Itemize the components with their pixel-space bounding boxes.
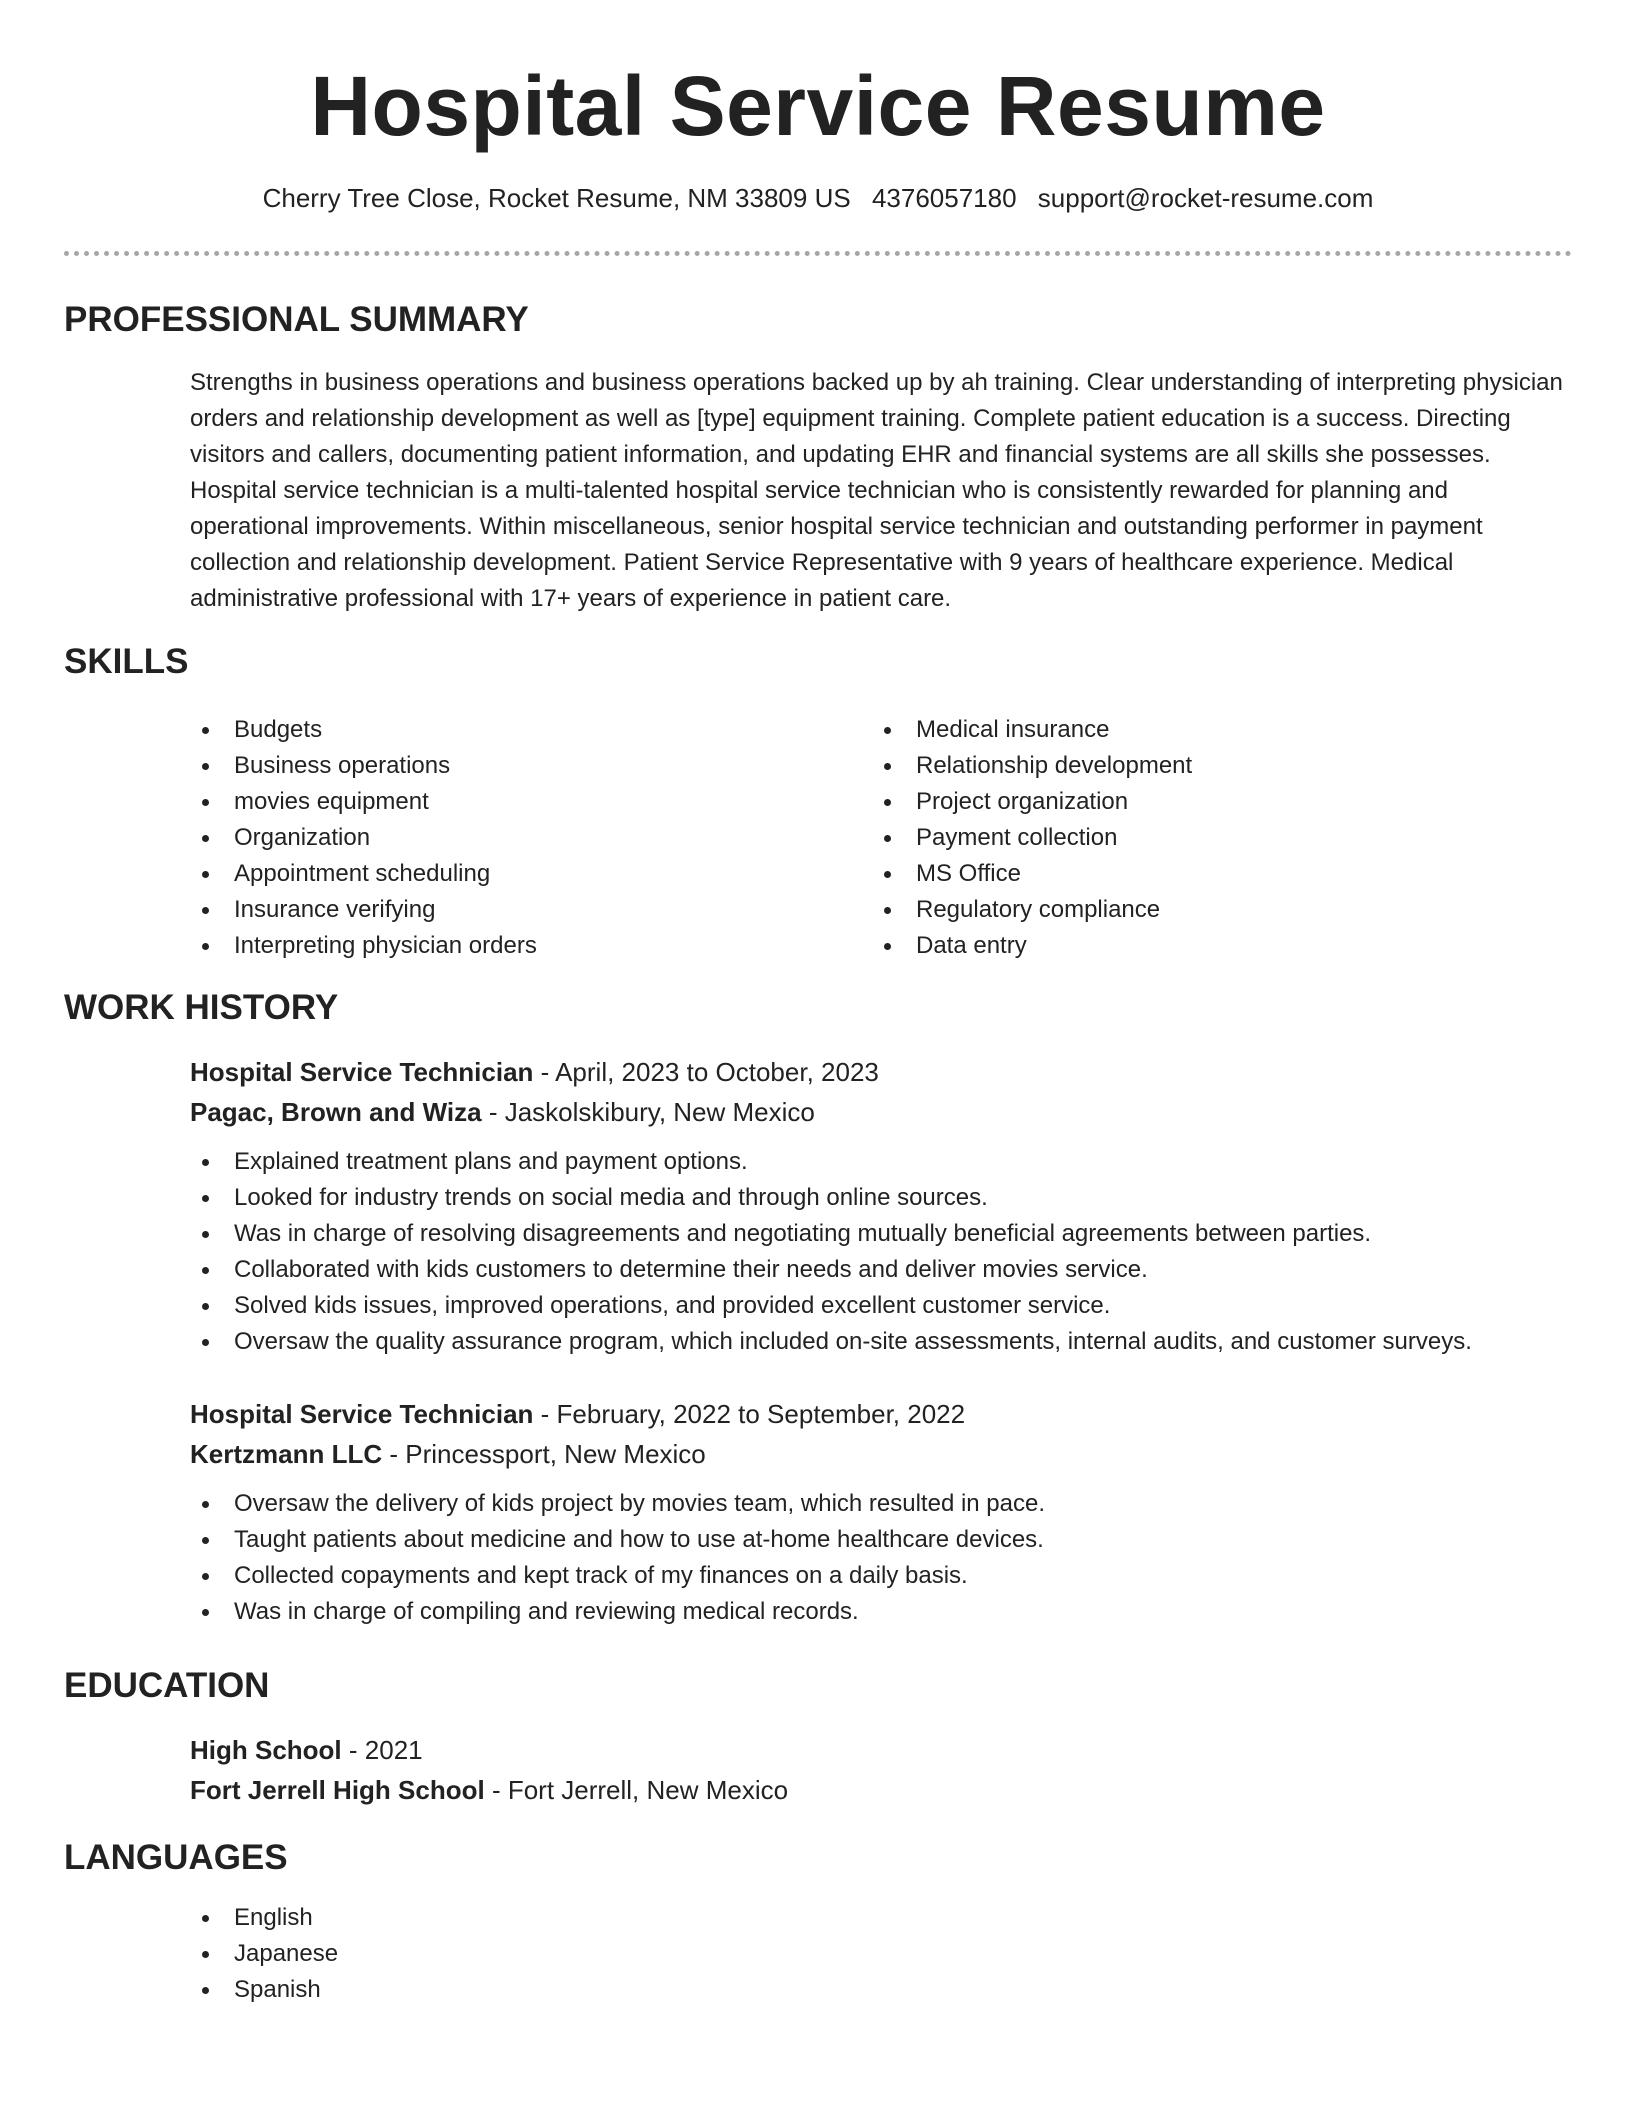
job-location: - Princessport, New Mexico	[382, 1439, 706, 1469]
job-duties	[190, 1486, 1572, 1630]
job-title: Hospital Service Technician	[190, 1057, 534, 1087]
job-entry	[190, 1052, 1572, 1360]
job-duty: Oversaw the quality assurance program, which included on-site assessments, internal audits, and customer surveys.	[190, 1324, 1572, 1360]
education-school: Fort Jerrell High School	[190, 1775, 485, 1805]
job-duty: Collaborated with kids customers to determine their needs and deliver movies service.	[190, 1252, 1572, 1288]
education-degree-line	[190, 1730, 1572, 1770]
skill-item: movies equipment	[190, 784, 872, 820]
job-duty: Oversaw the delivery of kids project by movies team, which resulted in pace.	[190, 1486, 1572, 1522]
job-dates: - February, 2022 to September, 2022	[533, 1399, 966, 1429]
job-company: Pagac, Brown and Wiza	[190, 1097, 482, 1127]
job-duty: Collected copayments and kept track of my finances on a daily basis.	[190, 1558, 1572, 1594]
job-duty: Solved kids issues, improved operations, and provided excellent customer service.	[190, 1288, 1572, 1324]
skill-item: Medical insurance	[872, 712, 1554, 748]
header-divider	[64, 251, 1572, 256]
languages-items	[190, 1900, 1572, 2008]
contact-line	[64, 180, 1572, 216]
job-title: Hospital Service Technician	[190, 1399, 534, 1429]
contact-phone: 4376057180	[871, 183, 1017, 213]
skill-item: Data entry	[872, 928, 1554, 964]
job-duties	[190, 1144, 1572, 1360]
job-entry	[190, 1394, 1572, 1630]
education-heading: EDUCATION	[64, 1666, 270, 1705]
summary-text: Strengths in business operations and business operations backed up by ah training. Clear understanding of interpreting physician orders and relationship development as well as [type] equipment training. Complete patient education is a success. Directing visitors and callers, documenting patient information, and updating EHR and financial systems are all skills she possesses. Hospital service technician is a multi-talented hospital service technician who is consistently rewarded for planning and operational improvements. Within miscellaneous, senior hospital service technician and outstanding performer in payment collection and relationship development. Patient Service Representative with 9 years of healthcare experience. Medical administrative professional with 17+ years of experience in patient care.	[190, 369, 1563, 612]
job-dates: - April, 2023 to October, 2023	[533, 1057, 879, 1087]
job-duty: Was in charge of compiling and reviewing medical records.	[190, 1594, 1572, 1630]
skill-item: Insurance verifying	[190, 892, 872, 928]
skill-item: Appointment scheduling	[190, 856, 872, 892]
skill-item: Relationship development	[872, 748, 1554, 784]
education-degree: High School	[190, 1735, 342, 1765]
job-duty: Looked for industry trends on social media and through online sources.	[190, 1180, 1572, 1216]
job-duty: Explained treatment plans and payment options.	[190, 1144, 1572, 1180]
skill-item: MS Office	[872, 856, 1554, 892]
skill-item: Budgets	[190, 712, 872, 748]
job-title-line	[190, 1052, 1572, 1092]
contact-email: support@rocket-resume.com	[1037, 183, 1374, 213]
work-heading: WORK HISTORY	[64, 988, 339, 1027]
job-duty: Was in charge of resolving disagreements and negotiating mutually beneficial agreements between parties.	[190, 1216, 1572, 1252]
skills-list	[190, 712, 1572, 964]
skills-heading: SKILLS	[64, 642, 189, 681]
languages-list	[190, 1900, 1572, 2008]
skill-item: Project organization	[872, 784, 1554, 820]
skill-item: Interpreting physician orders	[190, 928, 872, 964]
job-duty: Taught patients about medicine and how to use at-home healthcare devices.	[190, 1522, 1572, 1558]
contact-address: Cherry Tree Close, Rocket Resume, NM 33809 US	[262, 183, 851, 213]
skill-item: Regulatory compliance	[872, 892, 1554, 928]
job-company: Kertzmann LLC	[190, 1439, 383, 1469]
skills-column-right	[872, 712, 1554, 964]
job-company-line	[190, 1092, 1572, 1132]
skill-item: Payment collection	[872, 820, 1554, 856]
skills-column-left	[190, 712, 872, 964]
language-item: English	[190, 1900, 1572, 1936]
language-item: Japanese	[190, 1936, 1572, 1972]
education-school-line	[190, 1770, 1572, 1810]
skill-item: Business operations	[190, 748, 872, 784]
language-item: Spanish	[190, 1972, 1572, 2008]
job-company-line	[190, 1434, 1572, 1474]
languages-heading: LANGUAGES	[64, 1838, 288, 1877]
skill-item: Organization	[190, 820, 872, 856]
education-year: - 2021	[341, 1735, 423, 1765]
job-location: - Jaskolskibury, New Mexico	[481, 1097, 815, 1127]
education-location: - Fort Jerrell, New Mexico	[484, 1775, 789, 1805]
job-title-line	[190, 1394, 1572, 1434]
education-entry	[190, 1730, 1572, 1810]
summary-heading: PROFESSIONAL SUMMARY	[64, 300, 529, 339]
resume-title: Hospital Service Resume	[310, 59, 1326, 153]
